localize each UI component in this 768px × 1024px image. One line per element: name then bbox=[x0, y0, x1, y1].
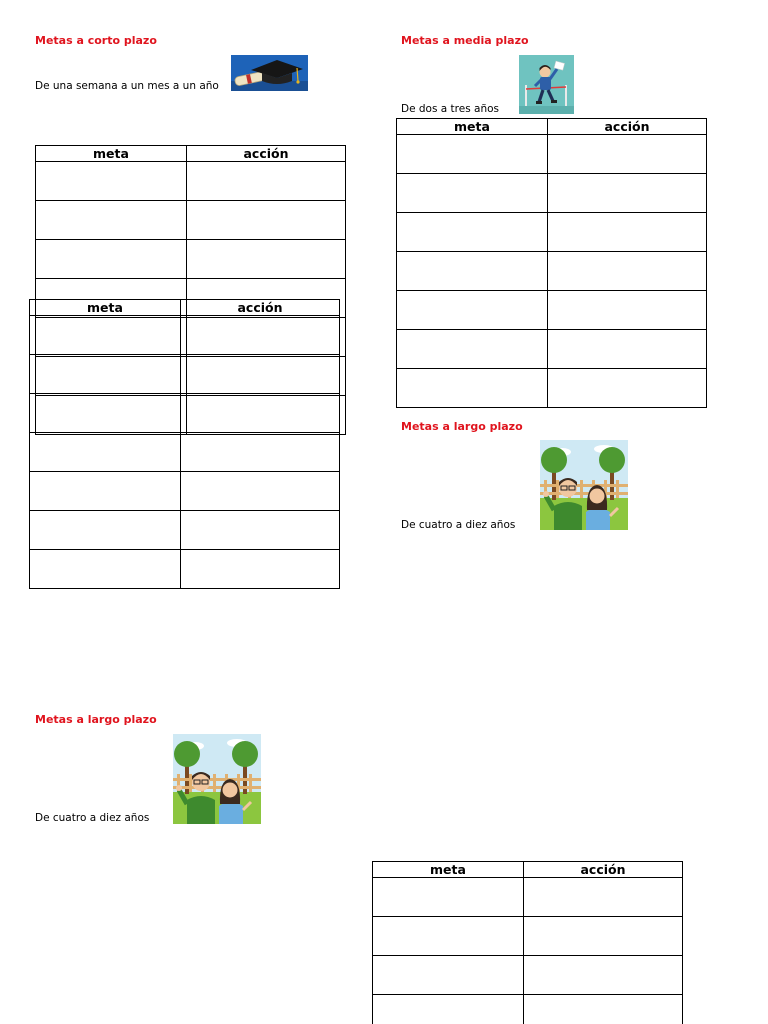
table-row bbox=[36, 162, 346, 201]
accion-cell[interactable] bbox=[187, 240, 346, 279]
table-row bbox=[397, 291, 707, 330]
table-row bbox=[30, 550, 340, 589]
meta-cell[interactable] bbox=[30, 433, 181, 472]
long-term-table bbox=[372, 861, 683, 1024]
accion-column-header: acción bbox=[524, 862, 683, 878]
meta-cell[interactable] bbox=[397, 135, 548, 174]
table-row bbox=[373, 917, 683, 956]
accion-cell[interactable] bbox=[548, 330, 707, 369]
meta-cell[interactable] bbox=[36, 201, 187, 240]
table-row bbox=[397, 252, 707, 291]
accion-cell[interactable] bbox=[187, 201, 346, 240]
accion-cell[interactable] bbox=[524, 878, 683, 917]
couple-image-left bbox=[173, 734, 261, 824]
meta-cell[interactable] bbox=[373, 878, 524, 917]
runner-image bbox=[519, 55, 574, 114]
accion-cell[interactable] bbox=[548, 291, 707, 330]
table-row bbox=[36, 201, 346, 240]
table-row bbox=[30, 472, 340, 511]
long-term-heading-right: Metas a largo plazo bbox=[401, 420, 523, 433]
accion-cell[interactable] bbox=[524, 917, 683, 956]
table-row bbox=[373, 956, 683, 995]
accion-cell[interactable] bbox=[181, 394, 340, 433]
short-term-caption: De una semana a un mes a un año bbox=[35, 80, 219, 92]
table-row bbox=[397, 369, 707, 408]
accion-cell[interactable] bbox=[548, 252, 707, 291]
meta-column-header: meta bbox=[373, 862, 524, 878]
medium-term-caption: De dos a tres años bbox=[401, 103, 500, 115]
meta-cell[interactable] bbox=[30, 511, 181, 550]
short-term-table-overlap bbox=[29, 299, 340, 589]
table-row bbox=[30, 316, 340, 355]
accion-cell[interactable] bbox=[187, 162, 346, 201]
table-row bbox=[30, 433, 340, 472]
table-row bbox=[397, 174, 707, 213]
meta-cell[interactable] bbox=[36, 240, 187, 279]
meta-cell[interactable] bbox=[30, 316, 181, 355]
accion-cell[interactable] bbox=[181, 472, 340, 511]
table-row bbox=[30, 394, 340, 433]
meta-cell[interactable] bbox=[36, 162, 187, 201]
meta-cell[interactable] bbox=[397, 174, 548, 213]
accion-column-header: acción bbox=[181, 300, 340, 316]
table-row bbox=[373, 995, 683, 1024]
table-row bbox=[397, 135, 707, 174]
meta-cell[interactable] bbox=[30, 355, 181, 394]
table-row bbox=[373, 878, 683, 917]
meta-cell[interactable] bbox=[373, 956, 524, 995]
accion-cell[interactable] bbox=[548, 369, 707, 408]
meta-cell[interactable] bbox=[373, 995, 524, 1024]
accion-cell[interactable] bbox=[524, 995, 683, 1024]
long-term-caption-right: De cuatro a diez años bbox=[401, 519, 516, 531]
accion-cell[interactable] bbox=[181, 355, 340, 394]
accion-column-header: acción bbox=[548, 119, 707, 135]
long-term-caption-left: De cuatro a diez años bbox=[35, 812, 150, 824]
meta-cell[interactable] bbox=[30, 472, 181, 511]
table-row bbox=[36, 240, 346, 279]
short-term-heading: Metas a corto plazo bbox=[35, 34, 157, 47]
accion-cell[interactable] bbox=[181, 550, 340, 589]
table-row bbox=[397, 330, 707, 369]
accion-column-header: acción bbox=[187, 146, 346, 162]
meta-cell[interactable] bbox=[397, 369, 548, 408]
medium-term-table bbox=[396, 118, 707, 408]
accion-cell[interactable] bbox=[181, 316, 340, 355]
long-term-table-clip bbox=[372, 861, 684, 1024]
accion-cell[interactable] bbox=[548, 174, 707, 213]
meta-cell[interactable] bbox=[397, 330, 548, 369]
table-row bbox=[30, 355, 340, 394]
accion-cell[interactable] bbox=[181, 433, 340, 472]
meta-cell[interactable] bbox=[397, 291, 548, 330]
meta-cell[interactable] bbox=[373, 917, 524, 956]
table-row bbox=[30, 511, 340, 550]
graduation-cap-image bbox=[231, 55, 308, 91]
medium-term-heading: Metas a media plazo bbox=[401, 34, 529, 47]
meta-column-header: meta bbox=[36, 146, 187, 162]
meta-cell[interactable] bbox=[397, 213, 548, 252]
accion-cell[interactable] bbox=[524, 956, 683, 995]
meta-column-header: meta bbox=[30, 300, 181, 316]
table-row bbox=[397, 213, 707, 252]
meta-cell[interactable] bbox=[30, 394, 181, 433]
long-term-heading-left: Metas a largo plazo bbox=[35, 713, 157, 726]
accion-cell[interactable] bbox=[181, 511, 340, 550]
meta-cell[interactable] bbox=[30, 550, 181, 589]
meta-cell[interactable] bbox=[397, 252, 548, 291]
couple-image-right bbox=[540, 440, 628, 530]
meta-column-header: meta bbox=[397, 119, 548, 135]
accion-cell[interactable] bbox=[548, 135, 707, 174]
accion-cell[interactable] bbox=[548, 213, 707, 252]
